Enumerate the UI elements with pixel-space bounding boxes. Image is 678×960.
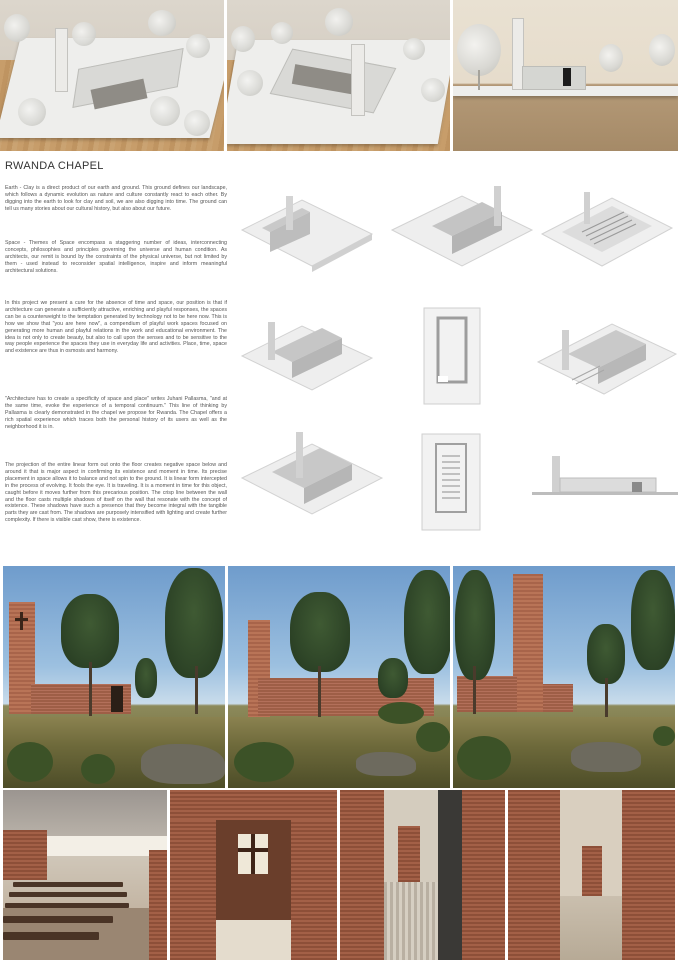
model-photo-aerial-2: [227, 0, 450, 151]
pew: [13, 882, 123, 887]
paragraph-projection: The projection of the entire linear form out onto the floor creates negative space below and around it that is major aspect in confirming its existence and moment in time. Its precise placement in space allows it to balance and not spin to the ground. It is linear form intercepted in the process of evolving. It fools the eye. It is traveling. It is a moment in time for this object, caught before it moves further from this precarious position. The crisp line between the wall and the floor casts multiple shadows of itself on the wall that resonate with the concept of existence. These shadows have such a presence that they become integral with the tangible parts they are cast from. The shadows are purposely intensified with lighting and create further complexity. If there is visible cast show, there is existence.: [5, 462, 227, 524]
brick-chapel-wall: [457, 676, 517, 712]
paragraph-space: Space - Themes of Space encompass a staggering number of ideas, interconnecting concepts, philosophies and principles governing the universe and human condition. As architects, our remit is bound by the constraints of the physical universe, but not limited by them - used instead to reconsider spatial intelligence, inspire and inform meaningful architectural solutions.: [5, 240, 227, 274]
bush: [81, 754, 115, 784]
rock: [356, 752, 416, 776]
page-title: RWANDA CHAPEL: [5, 160, 104, 172]
axo-diagram-section-2: [538, 324, 676, 394]
plan-diagram-1: [424, 308, 480, 404]
bush: [7, 742, 53, 782]
model-tree: [184, 110, 210, 136]
plan-diagram-2: [422, 434, 480, 530]
model-tree: [231, 26, 255, 52]
model-tree: [271, 22, 293, 44]
pine-tree: [135, 658, 157, 698]
interior-render-cross-window: [170, 790, 337, 960]
model-tree: [4, 14, 30, 42]
pine-trunk: [318, 666, 321, 724]
model-bell-tower: [55, 28, 68, 92]
axo-diagram-plan-seating: [542, 192, 672, 266]
brick-wall-right: [622, 790, 675, 960]
elevation-diagram: [532, 456, 678, 495]
model-entrance: [563, 68, 571, 86]
model-tree: [237, 70, 263, 96]
pine-tree: [455, 570, 495, 680]
brick-wall-right: [291, 820, 337, 960]
exterior-render-3: [453, 566, 675, 788]
model-photo-aerial-1: [0, 0, 224, 151]
brick-wall-right: [462, 790, 505, 960]
axonometric-diagrams: [232, 182, 678, 552]
pew: [3, 916, 113, 923]
paragraph-concept: In this project we present a cure for the absence of time and space, our position is that if architecture can generate a sufficiently attractive, enriching and playful responses, the spaces can be a counterweight to the temptation generated by technology not to be here now. This is how we show that "you are here now", a compendium of playful work spaces focused on generating more human and playful relations in the work and educational environment. The idea is not only to create beauty, but also to call upon the senses and to be sensitive to the way people experience the spaces they use in everyday life and activities. Place, time, space and existence are thus in osmosis and harmony.: [5, 300, 227, 355]
model-tree: [649, 34, 675, 66]
brick-wall: [3, 830, 47, 880]
pew: [9, 892, 127, 897]
model-tree: [72, 22, 96, 46]
axo-diagram-volume: [392, 186, 532, 266]
bush: [653, 726, 675, 746]
pew: [5, 903, 129, 908]
model-tree: [599, 44, 623, 72]
bush: [234, 742, 294, 782]
model-tree: [403, 38, 425, 60]
brick-far-wall: [582, 846, 602, 896]
axo-diagram-section-1: [242, 322, 372, 390]
model-building: [522, 66, 586, 90]
model-tree: [421, 78, 445, 102]
axo-diagram-walls: [242, 196, 372, 272]
interior-render-corridor-2: [508, 790, 675, 960]
pine-tree: [404, 570, 450, 674]
pine-tree: [61, 594, 119, 668]
model-tree: [457, 24, 501, 76]
model-tree: [325, 8, 353, 36]
chapel-entrance: [111, 686, 123, 712]
brick-wall: [149, 850, 167, 960]
pine-tree: [165, 568, 223, 678]
cross-icon-bar: [238, 848, 268, 852]
brick-wall-left: [170, 820, 216, 960]
model-tree: [150, 96, 180, 126]
brick-bell-tower: [513, 574, 543, 712]
pine-trunk: [605, 678, 608, 718]
cross-icon-bar: [15, 618, 28, 621]
rock: [571, 742, 641, 772]
model-tree: [186, 34, 210, 58]
pine-trunk: [473, 666, 476, 714]
pine-tree: [290, 592, 350, 672]
exterior-render-1: [3, 566, 225, 788]
cross-icon: [20, 612, 23, 630]
brick-chapel-wall: [543, 684, 573, 712]
paragraph-earth: Earth - Clay is a direct product of our earth and ground. This ground defines our landscape, which follows a dynamic evolution as nature and culture constantly react to each other. By digging into the earth to look for clay and soil, we are also digging into time. The ground can tell us many stories about our cultural history, but also about our future.: [5, 185, 227, 212]
pine-tree: [378, 658, 408, 698]
interior-render-nave: [3, 790, 167, 960]
interior-render-corridor-1: [340, 790, 505, 960]
pine-tree: [631, 570, 675, 670]
exterior-render-2: [228, 566, 450, 788]
bush: [378, 702, 424, 724]
model-tree: [148, 10, 176, 36]
axo-diagram-section-3: [242, 432, 382, 514]
brick-wall-left: [340, 790, 384, 960]
model-photo-elevation: [453, 0, 678, 151]
model-bell-tower: [351, 44, 365, 116]
column: [438, 790, 462, 960]
cross-icon: [251, 834, 255, 874]
pine-trunk: [195, 666, 198, 714]
brick-far-wall: [398, 826, 420, 882]
bush: [416, 722, 450, 752]
pine-trunk: [89, 662, 92, 716]
lit-floor: [216, 920, 291, 960]
corridor-floor: [560, 896, 622, 960]
pine-tree: [587, 624, 625, 684]
model-tree-trunk: [478, 70, 480, 90]
rock: [141, 744, 225, 784]
paragraph-pallasma: "Architecture has to create a specificity of space and place" writes Juhani Pallasma, "and at the same time, evoke the experience of a temporal continuum." This line of thinking by Pallasma is clearly demonstrated in the chapel we propose for Rwanda. The Chapel offers a rich spatial experience which traces both the personal history of its users as well as the neighborhood it is in.: [5, 396, 227, 430]
brick-wall-left: [508, 790, 560, 960]
model-tree: [18, 98, 46, 126]
bush: [457, 736, 511, 780]
pew: [3, 932, 99, 940]
